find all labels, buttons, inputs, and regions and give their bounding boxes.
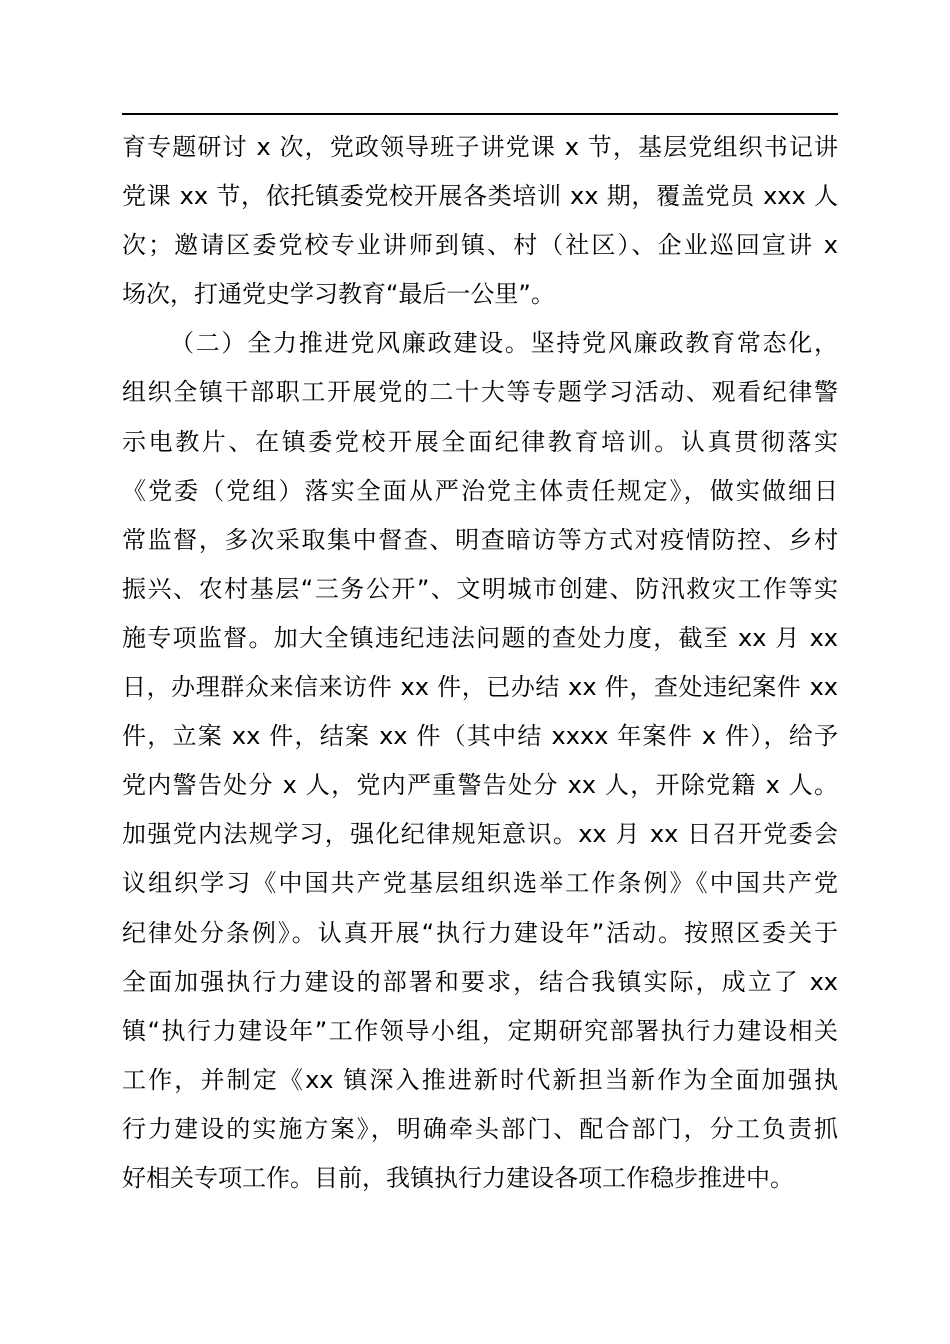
text-line: 次；邀请区委党校专业讲师到镇、村（社区）、企业巡回宣讲 x	[122, 231, 838, 260]
text-line: 工作，并制定《xx 镇深入推进新时代新担当新作为全面加强执	[122, 1065, 838, 1094]
text-line: 振兴、农村基层“三务公开”、文明城市创建、防汛救灾工作等实	[122, 574, 838, 603]
text-line: 日，办理群众来信来访件 xx 件，已办结 xx 件，查处违纪案件 xx	[122, 673, 838, 702]
section-heading-line: （二）全力推进党风廉政建设。坚持党风廉政教育常态化，	[170, 329, 838, 358]
text-line: 全面加强执行力建设的部署和要求，结合我镇实际，成立了 xx	[122, 967, 838, 996]
text-line: 常监督，多次采取集中督查、明查暗访等方式对疫情防控、乡村	[122, 525, 838, 554]
text-line: 施专项监督。加大全镇违纪违法问题的查处力度，截至 xx 月 xx	[122, 623, 838, 652]
text-line: 育专题研讨 x 次，党政领导班子讲党课 x 节，基层党组织书记讲	[122, 133, 838, 161]
text-line: 镇“执行力建设年”工作领导小组，定期研究部署执行力建设相关	[122, 1016, 838, 1045]
text-line: 行力建设的实施方案》，明确牵头部门、配合部门，分工负责抓	[122, 1114, 838, 1143]
text-line: 《党委（党组）落实全面从严治党主体责任规定》，做实做细日	[122, 476, 838, 505]
text-line: 纪律处分条例》。认真开展“执行力建设年”活动。按照区委关于	[122, 918, 838, 947]
text-line: 议组织学习《中国共产党基层组织选举工作条例》《中国共产党	[122, 869, 838, 898]
text-line: 加强党内法规学习，强化纪律规矩意识。xx 月 xx 日召开党委会	[122, 820, 838, 849]
text-line: 党内警告处分 x 人，党内严重警告处分 xx 人，开除党籍 x 人。	[122, 771, 838, 800]
text-line: 党课 xx 节，依托镇委党校开展各类培训 xx 期，覆盖党员 xxx 人	[122, 182, 838, 211]
header-rule	[122, 113, 838, 115]
text-line: 件，立案 xx 件，结案 xx 件（其中结 xxxx 年案件 x 件），给予	[122, 722, 838, 751]
text-line: 示电教片、在镇委党校开展全面纪律教育培训。认真贯彻落实	[122, 427, 838, 456]
text-line: 场次，打通党史学习教育“最后一公里”。	[122, 280, 555, 309]
text-line: 组织全镇干部职工开展党的二十大等专题学习活动、观看纪律警	[122, 378, 838, 407]
text-line: 好相关专项工作。目前，我镇执行力建设各项工作稳步推进中。	[122, 1163, 794, 1192]
body-text	[122, 123, 838, 1203]
